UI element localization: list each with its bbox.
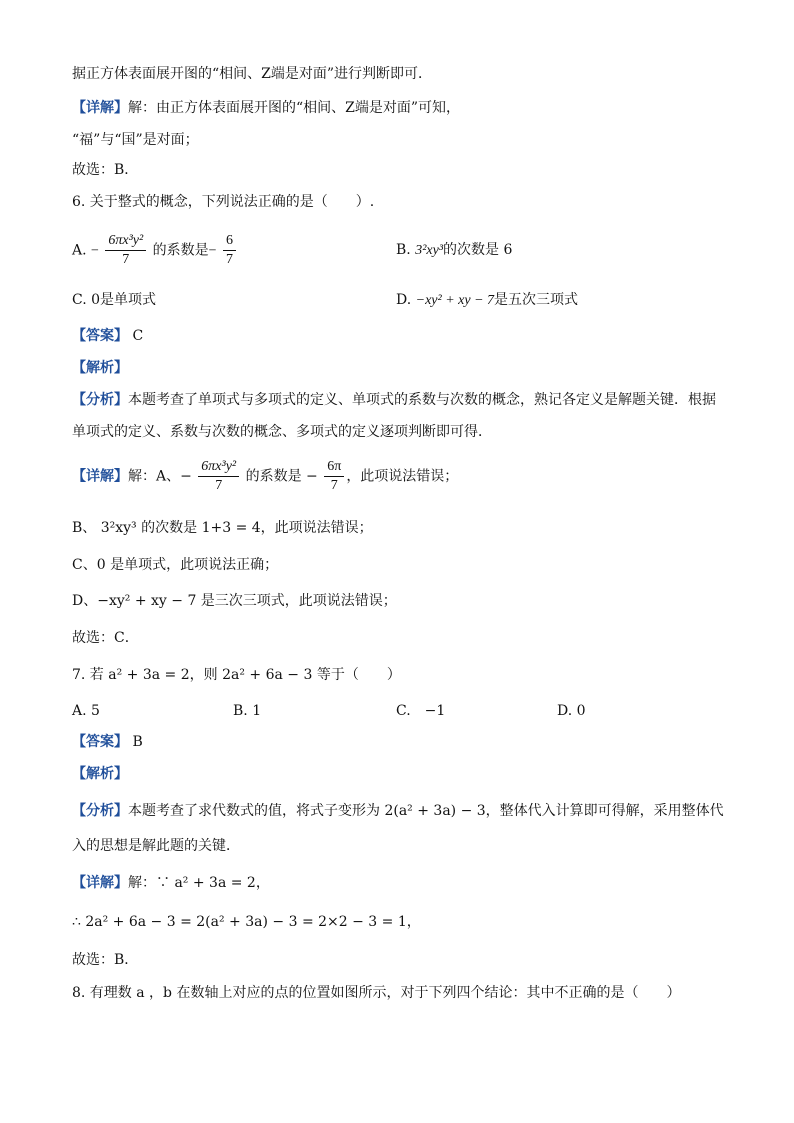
minus-sign: −: [208, 243, 217, 259]
fenxi-tag: 【分析】: [72, 392, 128, 408]
q6-detail-d: D、−xy² + xy − 7 是三次三项式，此项说法错误；: [72, 593, 397, 609]
q7-choose: 故选：B．: [72, 952, 139, 968]
fraction: [105, 232, 146, 269]
q6-option-c: C. 0是单项式: [72, 292, 157, 308]
numerator: 6π: [324, 458, 344, 477]
q7-detail-2: ∴ 2a² + 6a − 3 = 2(a² + 3a) − 3 = 2×2 − 3 = 1，: [72, 914, 421, 930]
answer-value: B: [132, 734, 143, 750]
q6-option-d: [396, 290, 578, 311]
q6-detail-c: C、0 是单项式，此项说法正确；: [72, 557, 279, 573]
q6-detail-b: B、 3²xy³ 的次数是 1+3 = 4，此项说法错误；: [72, 520, 373, 536]
q7-answer: [72, 732, 143, 752]
q7-option-b: B. 1: [233, 703, 262, 719]
numerator: 6πx³y²: [105, 232, 146, 251]
fenxi-tag: 【分析】: [72, 803, 128, 819]
q6-choose: 故选：C．: [72, 630, 139, 646]
denominator: 7: [122, 252, 130, 267]
question-8-stem: 8. 有理数 a ，b 在数轴上对应的点的位置如图所示，对于下列四个结论：其中不正确的是（ ）: [72, 985, 681, 1001]
fraction: [198, 458, 239, 495]
detail-text: 解：A、−: [128, 468, 192, 485]
q7-option-a: A. 5: [72, 703, 100, 719]
detail-text: 解：∵ a² + 3a = 2，: [128, 875, 270, 891]
answer-tag: 【答案】: [72, 328, 128, 344]
denominator: 7: [330, 478, 338, 493]
analysis-tag: 【解析】: [72, 360, 128, 376]
q6-analysis-tag: [72, 358, 128, 378]
detail-text: 解：由正方体表面展开图的“相间、Z端是对面”可知，: [128, 100, 461, 116]
fraction: [324, 458, 344, 495]
q6-fenxi: [72, 390, 716, 410]
question-7-stem: 7. 若 a² + 3a = 2，则 2a² + 6a − 3 等于（ ）: [72, 667, 401, 683]
option-text: 的次数是 6: [443, 242, 513, 258]
detail-tag: 【详解】: [72, 468, 128, 485]
detail-text: 的系数是 −: [245, 468, 318, 485]
q7-fenxi: [72, 801, 724, 821]
text-line: 据正方体表面展开图的“相间、Z端是对面”进行判断即可．: [72, 66, 433, 82]
q7-fenxi-cont: 入的思想是解此题的关键．: [72, 838, 240, 854]
analysis-tag: 【解析】: [72, 766, 128, 782]
question-6-stem: 6. 关于整式的概念，下列说法正确的是（ ）.: [72, 194, 375, 210]
q7-option-d: D. 0: [557, 703, 586, 719]
q6-fenxi-cont: 单项式的定义、系数与次数的概念、多项式的定义逐项判断即可得．: [72, 424, 492, 440]
denominator: 7: [226, 252, 234, 267]
text-line: 故选：B．: [72, 162, 139, 178]
q6-answer: [72, 326, 143, 346]
minus-sign: −: [91, 243, 99, 259]
q7-detail-1: [72, 873, 270, 893]
q6-detail-a: [72, 458, 458, 495]
answer-tag: 【答案】: [72, 734, 128, 750]
option-label: D.: [396, 292, 412, 308]
math-expression: 3²xy³: [415, 243, 444, 258]
math-expression: −xy² + xy − 7: [415, 293, 495, 308]
text-line: [72, 98, 460, 118]
denominator: 7: [215, 478, 223, 493]
detail-text: ，此项说法错误；: [346, 468, 459, 485]
fenxi-text: 本题考查了单项式与多项式的定义、单项式的系数与次数的概念，熟记各定义是解题关键．根据: [128, 392, 716, 408]
numerator: 6: [223, 232, 236, 251]
numerator: 6πx³y²: [198, 458, 239, 477]
q6-option-b: [396, 240, 512, 261]
text-line: “福”与“国”是对面；: [72, 132, 199, 148]
option-label: A.: [72, 242, 87, 259]
q6-option-a: [72, 232, 238, 270]
option-label: B.: [396, 242, 411, 258]
fenxi-text: 本题考查了求代数式的值，将式子变形为 2(a² + 3a) − 3，整体代入计算即可得解，采用整体代: [128, 803, 724, 819]
option-text: 是五次三项式: [494, 292, 579, 308]
detail-tag: 【详解】: [72, 875, 128, 891]
fraction: [223, 232, 236, 269]
detail-tag: 【详解】: [72, 100, 128, 116]
q7-analysis-tag: [72, 764, 128, 784]
option-text: 的系数是: [152, 242, 209, 259]
q7-option-c: C. −1: [396, 703, 446, 719]
answer-value: C: [132, 328, 144, 344]
